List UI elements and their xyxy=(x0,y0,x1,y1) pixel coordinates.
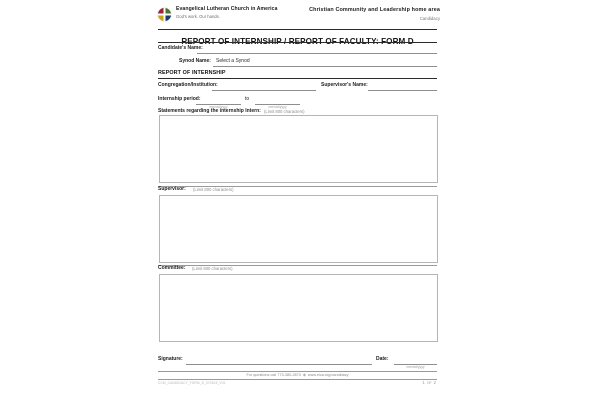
date-input[interactable] xyxy=(394,356,437,365)
title-rule-bottom xyxy=(158,42,437,43)
date-hint: mm/dd/yyyy xyxy=(406,365,425,369)
signature-row xyxy=(158,356,437,369)
supervisor-section-label: Supervisor: xyxy=(158,186,186,192)
statements-limit-note: (Limit 800 characters) xyxy=(264,108,305,114)
document-header xyxy=(155,6,440,28)
brand-block xyxy=(157,6,278,22)
internship-period-label: Internship period: xyxy=(158,96,201,102)
congregation-row xyxy=(158,82,437,92)
footer-page-number xyxy=(422,380,436,385)
form-sheet xyxy=(155,0,440,400)
internship-to-date-hint: mm/dd/yyyy xyxy=(268,105,287,109)
page-total: 2 xyxy=(433,380,436,385)
supervisor-textarea[interactable] xyxy=(159,195,438,263)
internship-from-input[interactable] xyxy=(196,96,241,105)
supervisor-name-label: Supervisor's Name: xyxy=(321,82,368,88)
committee-section-label: Committee: xyxy=(158,265,186,271)
candidate-name-label: Candidate's Name: xyxy=(158,45,203,51)
supervisor-limit-note: (Limit 800 characters) xyxy=(193,186,234,192)
footer-contact xyxy=(155,372,440,377)
synod-name-select[interactable] xyxy=(213,58,437,67)
brand-name: Evangelical Lutheran Church in America xyxy=(176,6,278,12)
diamond-separator-icon: ◆ xyxy=(302,373,306,377)
brand-tagline: God's work. Our hands. xyxy=(176,13,220,19)
page-of-label: OF xyxy=(426,381,432,385)
candidate-name-input[interactable] xyxy=(197,45,437,54)
title-rule-top xyxy=(158,29,437,30)
internship-from-date-hint: mm/dd/yyyy xyxy=(209,105,228,109)
elca-cross-circle-logo-icon xyxy=(157,7,172,22)
footer-divider-lower xyxy=(158,379,437,380)
supervisor-name-input[interactable] xyxy=(368,82,437,91)
brand-text xyxy=(176,6,278,19)
signature-label: Signature: xyxy=(158,356,183,362)
synod-name-row xyxy=(158,58,437,68)
congregation-input[interactable] xyxy=(212,82,316,91)
internship-period-row xyxy=(158,96,437,109)
home-area-block xyxy=(309,7,440,21)
statements-textarea[interactable] xyxy=(159,115,438,183)
section-heading-report-of-internship: REPORT OF INTERNSHIP xyxy=(158,70,226,76)
internship-to-label: to xyxy=(245,96,250,102)
synod-name-label: Synod Name: xyxy=(179,58,211,64)
page-title-text: REPORT OF INTERNSHIP / REPORT OF FACULTY: FORM D xyxy=(181,37,414,46)
section-rule xyxy=(158,78,437,79)
date-label: Date: xyxy=(376,356,389,362)
footer-contact-url[interactable]: www.elca.org/candidacy xyxy=(307,373,349,377)
synod-name-value: Select a Synod xyxy=(216,58,250,65)
page-current: 1 xyxy=(422,380,425,385)
footer-file-id: CCM_CANDIDACY_FORM_D_070515_V01 xyxy=(158,381,226,385)
internship-to-input[interactable] xyxy=(255,96,300,105)
statements-label: Statements regarding the internship Intern: xyxy=(158,108,261,114)
home-area-subtitle: Candidacy xyxy=(419,15,440,21)
signature-input[interactable] xyxy=(186,356,372,365)
footer-contact-phone: For questions call 773-380-2870 xyxy=(246,373,301,377)
committee-textarea[interactable] xyxy=(159,274,438,342)
committee-limit-note: (Limit 800 characters) xyxy=(192,265,233,271)
home-area-title: Christian Community and Leadership home area xyxy=(309,7,440,13)
candidate-name-row xyxy=(158,45,437,55)
congregation-label: Congregation/Institution: xyxy=(158,82,218,88)
